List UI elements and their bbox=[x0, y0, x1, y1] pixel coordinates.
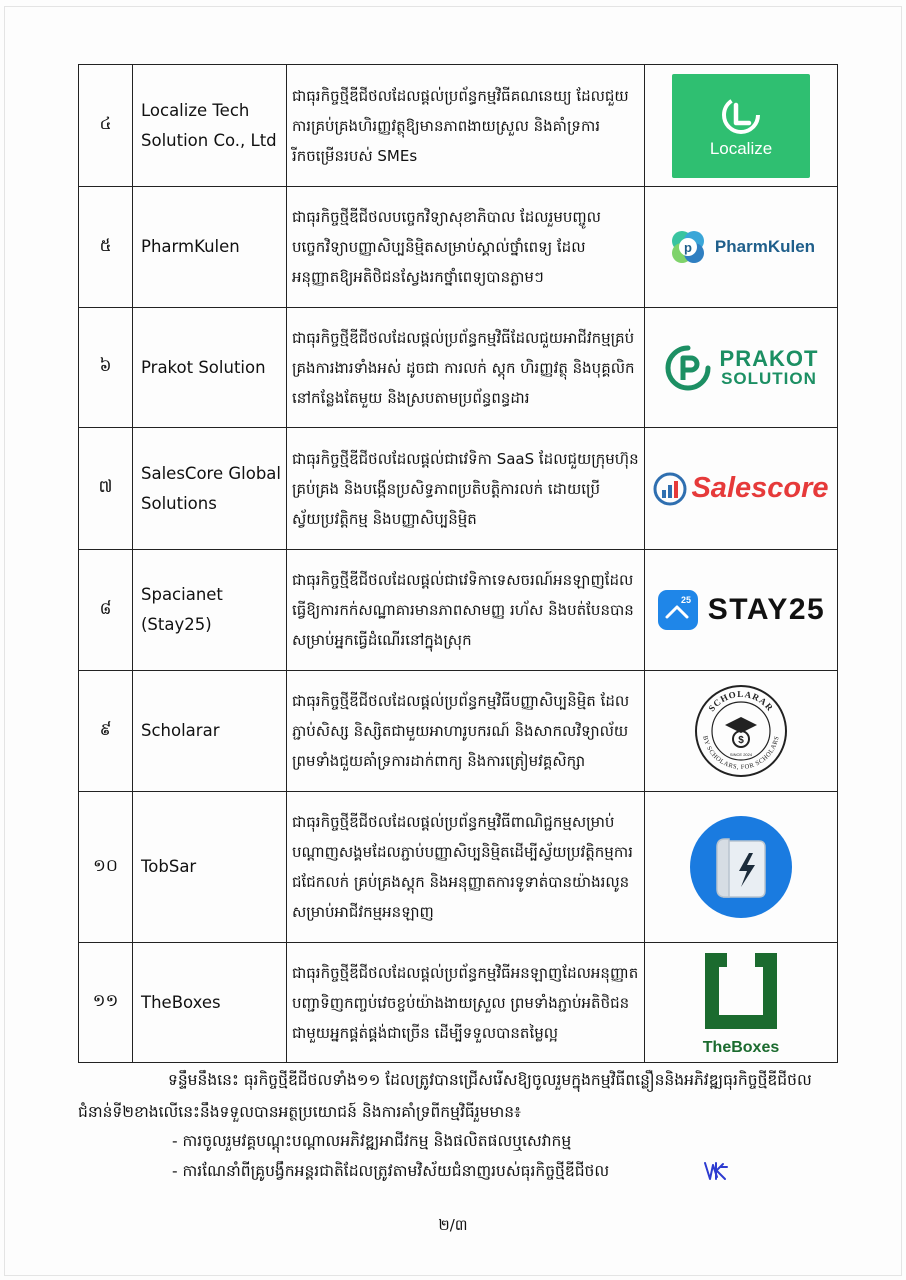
localize-logo-text: Localize bbox=[709, 138, 773, 158]
logo-cell bbox=[645, 187, 838, 308]
company-name: TobSar bbox=[133, 792, 287, 943]
salescore-mark-icon bbox=[653, 472, 687, 506]
company-description: ជាធុរកិច្ចថ្មីឌីជីថលដែលផ្ដល់ប្រព័ន្ធកម្មវិធីគណនេយ្យ ដែលជួយការគ្រប់គ្រងហិរញ្ញវត្ថុឱ្យមានភាពងាយស្រួល និងគាំទ្រការរីកចម្រើនរបស់ SMEs bbox=[287, 65, 645, 187]
theboxes-logo-text: TheBoxes bbox=[702, 1038, 780, 1056]
pharmkulen-logo bbox=[667, 226, 815, 268]
logo-cell bbox=[645, 671, 838, 792]
company-description: ជាធុរកិច្ចថ្មីឌីជីថលដែលផ្ដល់ប្រព័ន្ធកម្មវិធីអនឡាញដែលអនុញ្ញាតបញ្ជាទិញកញ្ចប់វេចខ្ចប់យ៉ាងងាយស្រួល ព្រមទាំងភ្ជាប់អតិថិជនជាមួយអ្នកផ្គត់ផ្គង់ជាច្រើន ដើម្បីទទួលបានតម្លៃល្អ bbox=[287, 943, 645, 1063]
scholarar-logo-since-text: SINCE 2024 bbox=[729, 752, 753, 757]
prakot-logo bbox=[664, 344, 819, 392]
stay25-logo bbox=[657, 589, 825, 631]
salescore-logo-text: Salescore bbox=[691, 472, 829, 504]
prakot-logo-text-line1: PRAKOT bbox=[719, 346, 819, 372]
row-number: ៤ bbox=[79, 65, 133, 187]
company-description: ជាធុរកិច្ចថ្មីឌីជីថលដែលផ្ដល់ប្រព័ន្ធកម្មវិធីពាណិជ្ជកម្មសម្រាប់បណ្ដាញសង្គមដែលភ្ជាប់បញ្ញាសិប្បនិម្មិតដើម្បីស្វ័យប្រវត្តិកម្មការជជែកលក់ គ្រប់គ្រងស្ដុក និងអនុញ្ញាតការទូទាត់បានយ៉ាងរលូន សម្រាប់អាជីវកម្មអនឡាញ bbox=[287, 792, 645, 943]
stay25-mark-icon bbox=[657, 589, 699, 631]
stay25-logo-text: STAY25 bbox=[707, 593, 826, 626]
company-description: ជាធុរកិច្ចថ្មីឌីជីថលដែលផ្ដល់ប្រព័ន្ធកម្មវិធីបញ្ញាសិប្បនិម្មិត ដែលភ្ជាប់សិស្ស និស្សិតជាមួយអាហារូបករណ៍ និងសាកលវិទ្យាល័យ ព្រមទាំងជួយគាំទ្រការដាក់ពាក្យ និងការត្រៀមវគ្គសិក្សា bbox=[287, 671, 645, 792]
pharmkulen-logo-text: PharmKulen bbox=[714, 237, 816, 256]
startup-table bbox=[78, 64, 838, 1063]
row-number: ៩ bbox=[79, 671, 133, 792]
table-row bbox=[79, 308, 838, 428]
company-name: SalesCore Global Solutions bbox=[133, 428, 287, 550]
company-description: ជាធុរកិច្ចថ្មីឌីជីថលដែលផ្ដល់ជាវេទិកា SaaS ដែលជួយក្រុមហ៊ុនគ្រប់គ្រង និងបង្កើនប្រសិទ្ធភាពប្រតិបត្តិការលក់ ដោយប្រើស្វ័យប្រវត្តិកម្ម និងបញ្ញាសិប្បនិម្មិត bbox=[287, 428, 645, 550]
logo-cell bbox=[645, 943, 838, 1063]
prakot-mark-icon bbox=[664, 344, 712, 392]
row-number: ៥ bbox=[79, 187, 133, 308]
theboxes-logo bbox=[697, 949, 785, 1057]
prakot-logo-text-line2: SOLUTION bbox=[721, 369, 817, 389]
theboxes-mark-icon bbox=[697, 949, 785, 1035]
row-number: ៦ bbox=[79, 308, 133, 428]
row-number: ១០ bbox=[79, 792, 133, 943]
row-number: ៧ bbox=[79, 428, 133, 550]
logo-cell bbox=[645, 65, 838, 187]
company-name: Localize Tech Solution Co., Ltd bbox=[133, 65, 287, 187]
logo-cell bbox=[645, 308, 838, 428]
company-description: ជាធុរកិច្ចថ្មីឌីជីថលដែលផ្ដល់ជាវេទិកាទេសចរណ៍អនឡាញដែលធ្វើឱ្យការកក់សណ្ឋាគារមានភាពសាមញ្ញ រហ័ស និងបត់បែនបាន សម្រាប់អ្នកធ្វើដំណើរនៅក្នុងស្រុក bbox=[287, 550, 645, 671]
salescore-logo bbox=[653, 472, 828, 506]
table-row bbox=[79, 65, 838, 187]
company-name: Prakot Solution bbox=[133, 308, 287, 428]
stay25-badge-text: 25 bbox=[680, 595, 691, 605]
handwritten-initials bbox=[703, 1159, 729, 1183]
scholarar-logo-top-text: SCHOLARAR bbox=[706, 688, 776, 714]
page-number: ២/៣ bbox=[438, 1216, 468, 1234]
table-row bbox=[79, 187, 838, 308]
scholarar-logo bbox=[693, 683, 789, 779]
company-name: Spacianet (Stay25) bbox=[133, 550, 287, 671]
pharmkulen-mark-icon bbox=[667, 226, 709, 268]
table-row bbox=[79, 943, 838, 1063]
table-row bbox=[79, 792, 838, 943]
table-row bbox=[79, 428, 838, 550]
localize-mark-icon bbox=[719, 93, 763, 137]
localize-logo bbox=[672, 74, 810, 178]
company-description: ជាធុរកិច្ចថ្មីឌីជីថលដែលផ្ដល់ប្រព័ន្ធកម្មវិធីដែលជួយអាជីវកម្មគ្រប់គ្រងការងារទាំងអស់ ដូចជា ការលក់ ស្ដុក ហិរញ្ញវត្ថុ និងបុគ្គលិក នៅកន្លែងតែមួយ និងស្របតាមប្រព័ន្ធពន្ធដារ bbox=[287, 308, 645, 428]
benefit-bullet: - ការណែនាំពីគ្រូបង្វឹកអន្តរជាតិដែលត្រូវតាមវិស័យជំនាញរបស់ធុរកិច្ចថ្មីឌីជីថល bbox=[172, 1162, 610, 1180]
table-row bbox=[79, 671, 838, 792]
company-description: ជាធុរកិច្ចថ្មីឌីជីថលបច្ចេកវិទ្យាសុខាភិបាល ដែលរួមបញ្ចូលបច្ចេកវិទ្យាបញ្ញាសិប្បនិម្មិតសម្រាប់ស្គាល់ថ្នាំពេទ្យ ដែលអនុញ្ញាតឱ្យអតិថិជនស្វែងរកថ្នាំពេទ្យបានភ្លាមៗ bbox=[287, 187, 645, 308]
logo-cell bbox=[645, 428, 838, 550]
company-name: TheBoxes bbox=[133, 943, 287, 1063]
table-row bbox=[79, 550, 838, 671]
row-number: ៨ bbox=[79, 550, 133, 671]
row-number: ១១ bbox=[79, 943, 133, 1063]
logo-cell bbox=[645, 792, 838, 943]
company-name: Scholarar bbox=[133, 671, 287, 792]
tobsar-logo bbox=[689, 815, 793, 919]
logo-cell bbox=[645, 550, 838, 671]
scholarar-logo-bottom-text: BY SCHOLARS, FOR SCHOLARS bbox=[701, 735, 781, 772]
benefits-paragraph: ទន្ទឹមនឹងនេះ ធុរកិច្ចថ្មីឌីជីថលទាំង១១ ដែលត្រូវបានជ្រើសរើសឱ្យចូលរួមក្នុងកម្មវិធីពន្លឿននិងអភិវឌ្ឍធុរកិច្ចថ្មីឌីជីថលជំនាន់ទី២ខាងលើនេះនឹងទទួលបានអត្ថប្រយោជន៍ និងការគាំទ្រពីកម្មវិធីរួមមាន៖ bbox=[78, 1071, 812, 1121]
company-name: PharmKulen bbox=[133, 187, 287, 308]
svg-text:p: p bbox=[683, 240, 692, 255]
svg-text:$: $ bbox=[738, 735, 744, 746]
benefit-bullet: - ការចូលរួមវគ្គបណ្ដុះបណ្ដាលអភិវឌ្ឍអាជីវកម្ម និងផលិតផលឬសេវាកម្ម bbox=[172, 1132, 572, 1150]
